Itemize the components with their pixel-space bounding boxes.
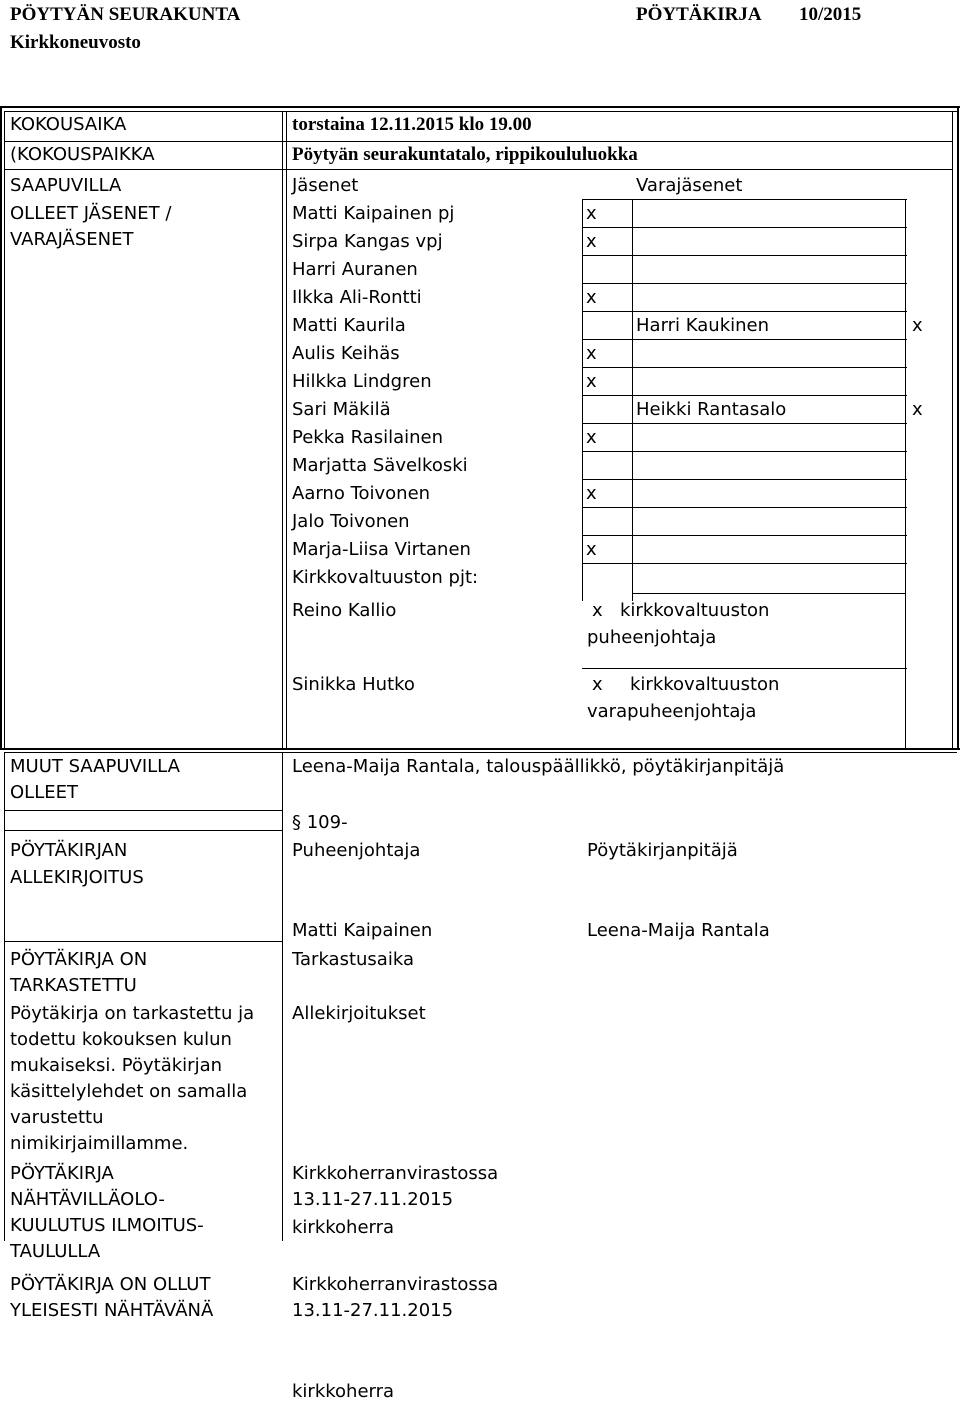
signature-label-1: PÖYTÄKIRJAN: [10, 840, 128, 861]
member-name: Harri Auranen: [292, 259, 418, 280]
member-mark: x: [586, 371, 597, 392]
meeting-time-value: torstaina 12.11.2015 klo 19.00: [292, 114, 532, 135]
member-name: Aarno Toivonen: [292, 483, 431, 504]
notice-label-line: KUULUTUS ILMOITUS-: [10, 1215, 204, 1236]
council-role: kirkkovaltuuston: [620, 600, 770, 621]
member-name: Pekka Rasilainen: [292, 427, 444, 448]
member-mark: x: [586, 343, 597, 364]
body-name: Kirkkoneuvosto: [10, 32, 141, 53]
chair-title: Puheenjohtaja: [292, 840, 421, 861]
meeting-time-label: KOKOUSAIKA: [10, 114, 127, 135]
public-place: Kirkkoherranvirastossa: [292, 1274, 499, 1295]
council-role-2: varapuheenjohtaja: [587, 701, 757, 722]
signature-label-2: ALLEKIRJOITUS: [10, 867, 144, 888]
member-name: Ilkka Ali-Rontti: [292, 287, 422, 308]
member-name: Aulis Keihäs: [292, 343, 400, 364]
notice-label-line: TAULULLA: [10, 1241, 101, 1262]
council-mark: x: [592, 600, 603, 621]
doc-number: 10/2015: [799, 4, 862, 25]
secretary-title: Pöytäkirjanpitäjä: [587, 840, 738, 861]
section-number: § 109-: [292, 812, 348, 833]
member-mark: x: [586, 483, 597, 504]
public-label-1: PÖYTÄKIRJA ON OLLUT: [10, 1274, 211, 1295]
deputy-mark: x: [912, 399, 923, 420]
review-time-label: Tarkastusaika: [292, 949, 414, 970]
council-name: Sinikka Hutko: [292, 674, 415, 695]
public-signer: kirkkoherra: [292, 1381, 395, 1402]
notice-label-line: NÄHTÄVILLÄOLO-: [10, 1189, 165, 1210]
deputy-name: Harri Kaukinen: [636, 315, 770, 336]
member-name: Sirpa Kangas vpj: [292, 231, 443, 252]
council-role-2: puheenjohtaja: [587, 627, 717, 648]
member-name: Sari Mäkilä: [292, 399, 391, 420]
meeting-place-value: Pöytyän seurakuntatalo, rippikoululuokka: [292, 144, 638, 165]
members-header: Jäsenet: [292, 175, 359, 196]
council-name: Reino Kallio: [292, 600, 397, 621]
review-desc-line: käsittelylehdet on samalla: [10, 1081, 248, 1102]
deputy-mark: x: [912, 315, 923, 336]
others-value: Leena-Maija Rantala, talouspäällikkö, pöytäkirjanpitäjä: [292, 756, 785, 777]
member-mark: x: [586, 287, 597, 308]
org-name: PÖYTYÄN SEURAKUNTA: [10, 4, 241, 25]
notice-label-line: PÖYTÄKIRJA: [10, 1163, 114, 1184]
public-label-2: YLEISESTI NÄHTÄVÄNÄ: [10, 1300, 214, 1321]
public-dates: 13.11-27.11.2015: [292, 1300, 454, 1321]
member-name: Hilkka Lindgren: [292, 371, 432, 392]
review-desc-line: todettu kokouksen kulun: [10, 1029, 232, 1050]
review-desc-line: mukaiseksi. Pöytäkirjan: [10, 1055, 223, 1076]
review-desc-line: varustettu: [10, 1107, 104, 1128]
attendance-label-3: VARAJÄSENET: [10, 229, 134, 250]
member-name: Marjatta Sävelkoski: [292, 455, 468, 476]
notice-signer: kirkkoherra: [292, 1217, 395, 1238]
member-mark: x: [586, 539, 597, 560]
member-mark: x: [586, 231, 597, 252]
review-desc-line: Pöytäkirja on tarkastettu ja: [10, 1003, 255, 1024]
member-name: Matti Kaipainen pj: [292, 203, 455, 224]
member-name: Matti Kaurila: [292, 315, 406, 336]
review-signatures-label: Allekirjoitukset: [292, 1003, 426, 1024]
council-label: Kirkkovaltuuston pjt:: [292, 567, 479, 588]
notice-dates: 13.11-27.11.2015: [292, 1189, 454, 1210]
member-mark: x: [586, 203, 597, 224]
member-name: Jalo Toivonen: [292, 511, 410, 532]
meeting-place-label: (KOKOUSPAIKKA: [10, 144, 155, 165]
secretary-name: Leena-Maija Rantala: [587, 920, 770, 941]
chair-name: Matti Kaipainen: [292, 920, 433, 941]
council-role: kirkkovaltuuston: [630, 674, 780, 695]
review-desc-line: nimikirjaimillamme.: [10, 1133, 189, 1154]
member-name: Marja-Liisa Virtanen: [292, 539, 471, 560]
council-mark: x: [592, 674, 603, 695]
attendance-label-1: SAAPUVILLA: [10, 175, 122, 196]
deputy-name: Heikki Rantasalo: [636, 399, 787, 420]
member-mark: x: [586, 427, 597, 448]
review-label-1: PÖYTÄKIRJA ON: [10, 949, 148, 970]
doc-type: PÖYTÄKIRJA: [636, 4, 762, 25]
others-label-2: OLLEET: [10, 782, 78, 803]
review-label-2: TARKASTETTU: [10, 975, 137, 996]
deputies-header: Varajäsenet: [636, 175, 743, 196]
others-label-1: MUUT SAAPUVILLA: [10, 756, 180, 777]
attendance-label-2: OLLEET JÄSENET /: [10, 203, 172, 224]
notice-place: Kirkkoherranvirastossa: [292, 1163, 499, 1184]
